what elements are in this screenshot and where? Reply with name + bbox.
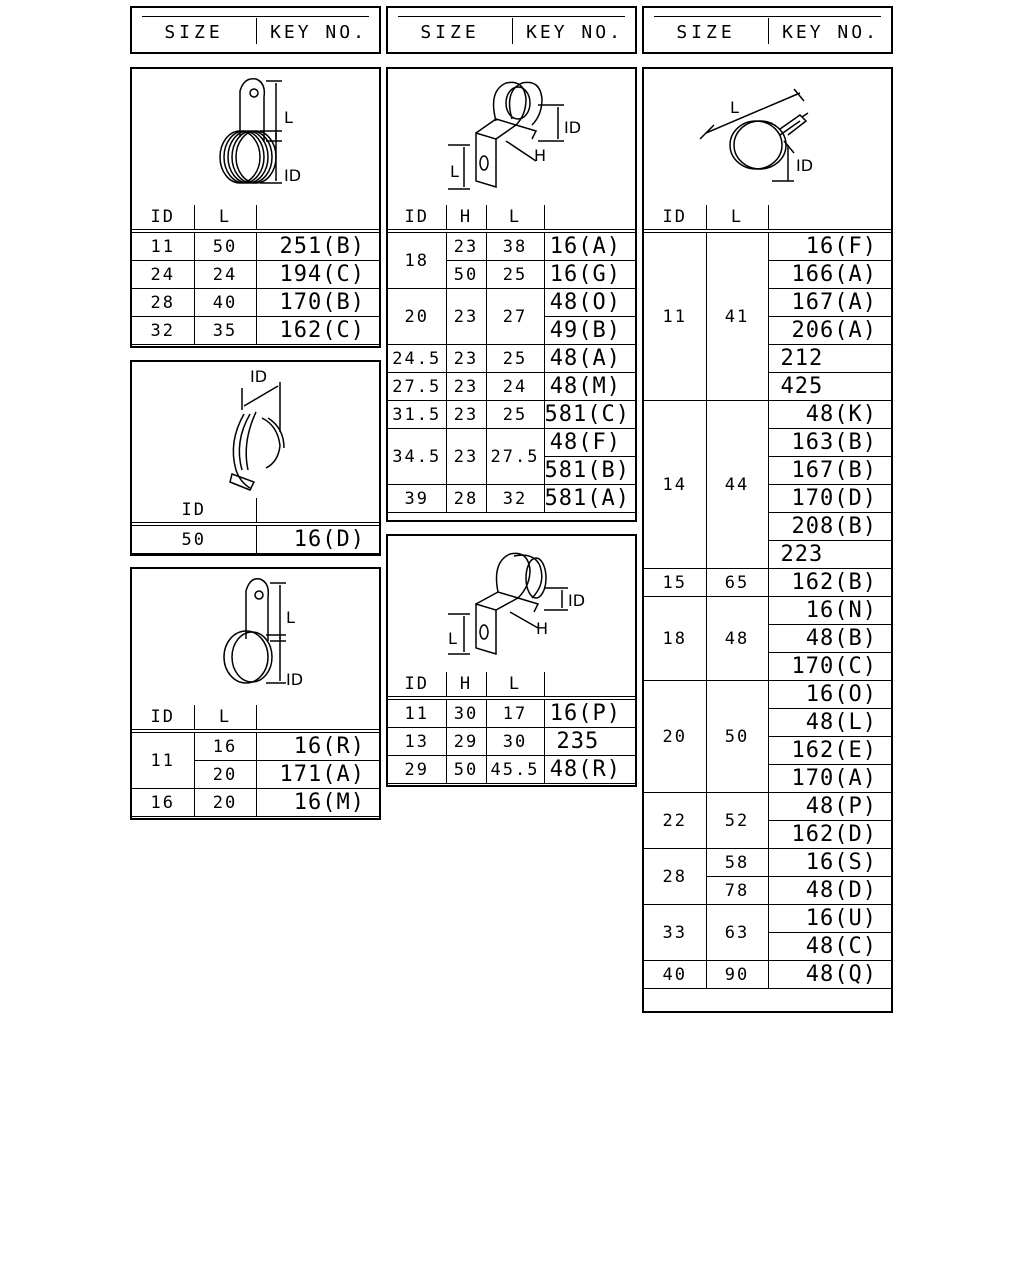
col-h: H — [446, 205, 486, 231]
table-row: 34.5 23 27.5 48(F) — [388, 429, 635, 457]
table-row: 581(B) — [388, 457, 635, 485]
table-row: 11 16 16(R) — [132, 731, 379, 761]
size-header: SIZE — [676, 22, 736, 43]
double-clip-figure — [388, 69, 635, 205]
col-h: H — [446, 672, 486, 698]
table-row: 170(A) — [644, 765, 891, 793]
single-clip-table — [388, 672, 635, 784]
band-clip-table — [644, 205, 891, 989]
col-l: L — [706, 205, 768, 231]
table-row: 40 90 48(Q) — [644, 961, 891, 989]
col-id: ID — [132, 205, 194, 231]
table-row: 48(C) — [644, 933, 891, 961]
table-row: 14 44 48(K) — [644, 401, 891, 429]
header-col3 — [642, 6, 893, 54]
table-row: 78 48(D) — [644, 877, 891, 905]
header-col1 — [130, 6, 381, 54]
key-no-header: KEY NO. — [270, 22, 367, 43]
size-header: SIZE — [420, 22, 480, 43]
table-row: 20 50 16(O) — [644, 681, 891, 709]
id-label: ID — [796, 156, 814, 175]
col-l: L — [194, 705, 256, 731]
col-id: ID — [644, 205, 706, 231]
table-row: 11 41 16(F) — [644, 231, 891, 261]
table-row: 50 16(D) — [132, 524, 379, 554]
table-row: 18 48 16(N) — [644, 597, 891, 625]
id-label: ID — [564, 118, 582, 137]
table-row: 163(B) — [644, 429, 891, 457]
col-id: ID — [388, 205, 446, 231]
table-row: 39 28 32 581(A) — [388, 485, 635, 513]
col-l: L — [486, 205, 544, 231]
table-row: 11 50 251(B) — [132, 231, 379, 261]
table-row: 208(B) — [644, 513, 891, 541]
clip-block-coil — [130, 67, 381, 348]
loop-clip-figure — [132, 569, 379, 705]
table-row: 223 — [644, 541, 891, 569]
double-clip-table — [388, 205, 635, 513]
size-header: SIZE — [164, 22, 224, 43]
table-row: 24 24 194(C) — [132, 261, 379, 289]
l-label: L — [286, 608, 295, 627]
l-label: L — [450, 162, 459, 181]
table-row: 16 20 16(M) — [132, 789, 379, 817]
coil-clip-table — [132, 205, 379, 345]
table-row: 162(D) — [644, 821, 891, 849]
single-clip-figure — [388, 536, 635, 672]
table-row: 13 29 30 235 — [388, 728, 635, 756]
clip-block-spring — [130, 360, 381, 556]
key-no-header: KEY NO. — [526, 22, 623, 43]
table-row: 166(A) — [644, 261, 891, 289]
id-label: ID — [284, 166, 302, 185]
col-id: ID — [388, 672, 446, 698]
h-label: H — [536, 619, 549, 638]
table-row: 27.5 23 24 48(M) — [388, 373, 635, 401]
table-row: 49(B) — [388, 317, 635, 345]
table-row: 24.5 23 25 48(A) — [388, 345, 635, 373]
id-label: ID — [250, 367, 268, 386]
clip-block-double — [386, 67, 637, 522]
table-row: 167(B) — [644, 457, 891, 485]
col-l: L — [194, 205, 256, 231]
key-no-header: KEY NO. — [782, 22, 879, 43]
table-row: 29 50 45.5 48(R) — [388, 756, 635, 784]
table-row: 167(A) — [644, 289, 891, 317]
table-row: 15 65 162(B) — [644, 569, 891, 597]
spring-clip-figure — [132, 362, 379, 498]
table-row: 33 63 16(U) — [644, 905, 891, 933]
table-row: 206(A) — [644, 317, 891, 345]
coil-clip-figure — [132, 69, 379, 205]
table-row: 32 35 162(C) — [132, 317, 379, 345]
col-id: ID — [132, 498, 256, 524]
table-row: 425 — [644, 373, 891, 401]
id-label: ID — [568, 591, 586, 610]
table-row: 50 25 16(G) — [388, 261, 635, 289]
table-row: 20 23 27 48(O) — [388, 289, 635, 317]
table-row: 11 30 17 16(P) — [388, 698, 635, 728]
col-l: L — [486, 672, 544, 698]
table-row: 170(D) — [644, 485, 891, 513]
loop-clip-table — [132, 705, 379, 817]
header-col2 — [386, 6, 637, 54]
table-row: 22 52 48(P) — [644, 793, 891, 821]
table-row: 18 23 38 16(A) — [388, 231, 635, 261]
clip-block-loop — [130, 567, 381, 820]
table-row: 28 58 16(S) — [644, 849, 891, 877]
band-clip-figure — [644, 69, 891, 205]
col-id: ID — [132, 705, 194, 731]
table-row: 212 — [644, 345, 891, 373]
id-label: ID — [286, 670, 304, 689]
spring-clip-table — [132, 498, 379, 554]
table-row: 162(E) — [644, 737, 891, 765]
l-label: L — [448, 629, 457, 648]
l-label: L — [284, 108, 293, 127]
h-label: H — [534, 146, 547, 165]
table-row: 48(B) — [644, 625, 891, 653]
table-row: 20 171(A) — [132, 761, 379, 789]
clip-block-band — [642, 67, 893, 1013]
table-row: 170(C) — [644, 653, 891, 681]
table-row: 48(L) — [644, 709, 891, 737]
table-row: 28 40 170(B) — [132, 289, 379, 317]
table-row: 31.5 23 25 581(C) — [388, 401, 635, 429]
l-label: L — [730, 98, 739, 117]
clip-block-single — [386, 534, 637, 787]
